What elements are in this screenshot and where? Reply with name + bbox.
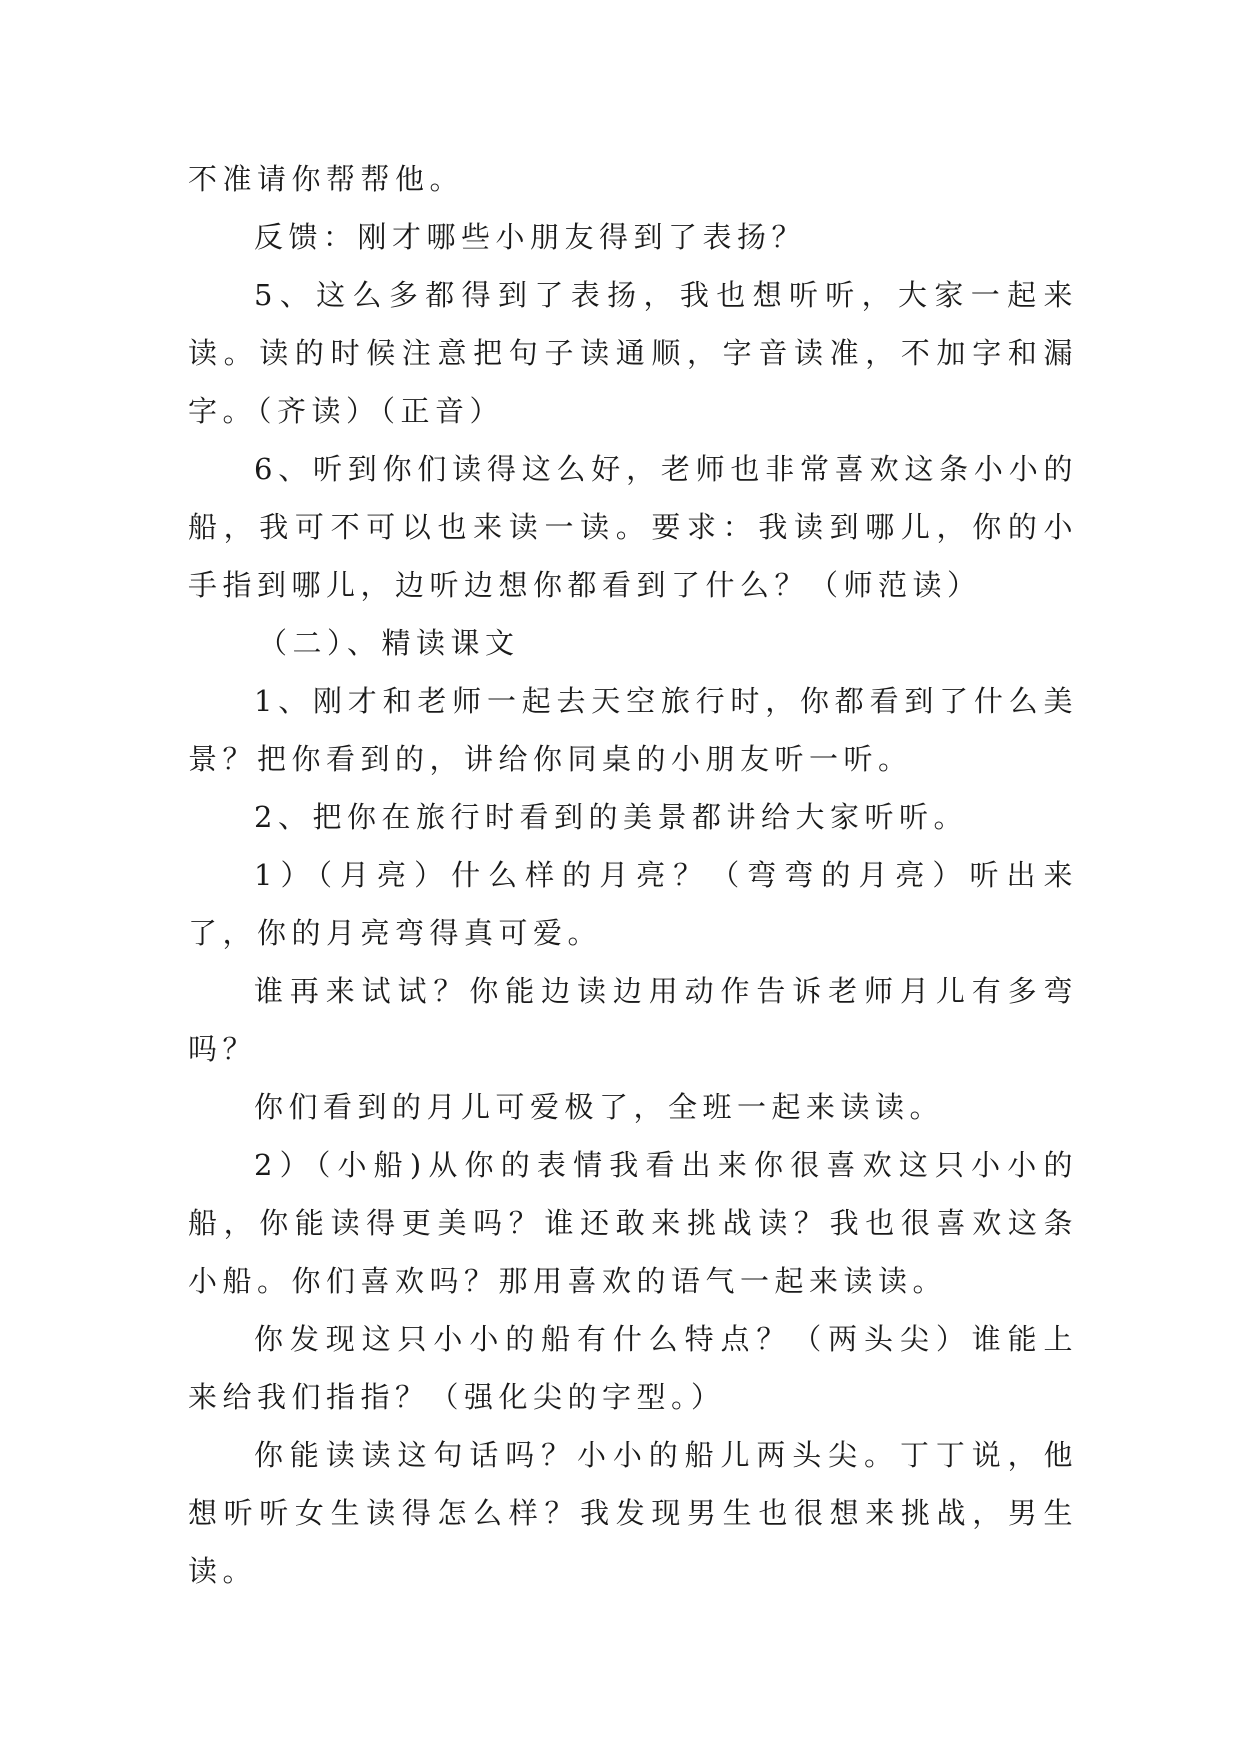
- paragraph-boat-reading: 你能读读这句话吗？小小的船儿两头尖。丁丁说，他想听听女生读得怎么样？我发现男生也很想来挑战，男生读。: [188, 1438, 1078, 1588]
- paragraph-item-1: 1、刚才和老师一起去天空旅行时，你都看到了什么美景？把你看到的，讲给你同桌的小朋友听一听。: [188, 684, 1078, 776]
- paragraph-feedback: 反馈：刚才哪些小朋友得到了表扬？: [254, 220, 807, 254]
- paragraph-item-2: 2、把你在旅行时看到的美景都讲给大家听听。: [254, 800, 968, 834]
- paragraph-boat-feature: 你发现这只小小的船有什么特点？（两头尖）谁能上来给我们指指？（强化尖的字型。）: [188, 1322, 1078, 1414]
- paragraph-step-5: 5、这么多都得到了表扬，我也想听听，大家一起来读。读的时候注意把句子读通顺，字音读准，不加字和漏字。（齐读）（正音）: [188, 278, 1078, 428]
- paragraph-step-6: 6、听到你们读得这么好，老师也非常喜欢这条小小的船，我可不可以也来读一读。要求：我读到哪儿，你的小手指到哪儿，边听边想你都看到了什么？（师范读）: [188, 452, 1078, 602]
- paragraph-moon-try: 谁再来试试？你能边读边用动作告诉老师月儿有多弯吗？: [188, 974, 1078, 1066]
- paragraph-boat: 2）（小船)从你的表情我看出来你很喜欢这只小小的船，你能读得更美吗？谁还敢来挑战读？我也很喜欢这条小船。你们喜欢吗？那用喜欢的语气一起来读读。: [188, 1148, 1078, 1298]
- paragraph-continuation: 不准请你帮帮他。: [188, 162, 465, 196]
- section-heading-intensive-reading: （二）、精读课文: [258, 626, 520, 660]
- document-page: [188, 150, 1078, 1600]
- paragraph-moon: 1）（月亮）什么样的月亮？（弯弯的月亮）听出来了，你的月亮弯得真可爱。: [188, 858, 1078, 950]
- paragraph-moon-class: 你们看到的月儿可爱极了，全班一起来读读。: [254, 1090, 945, 1124]
